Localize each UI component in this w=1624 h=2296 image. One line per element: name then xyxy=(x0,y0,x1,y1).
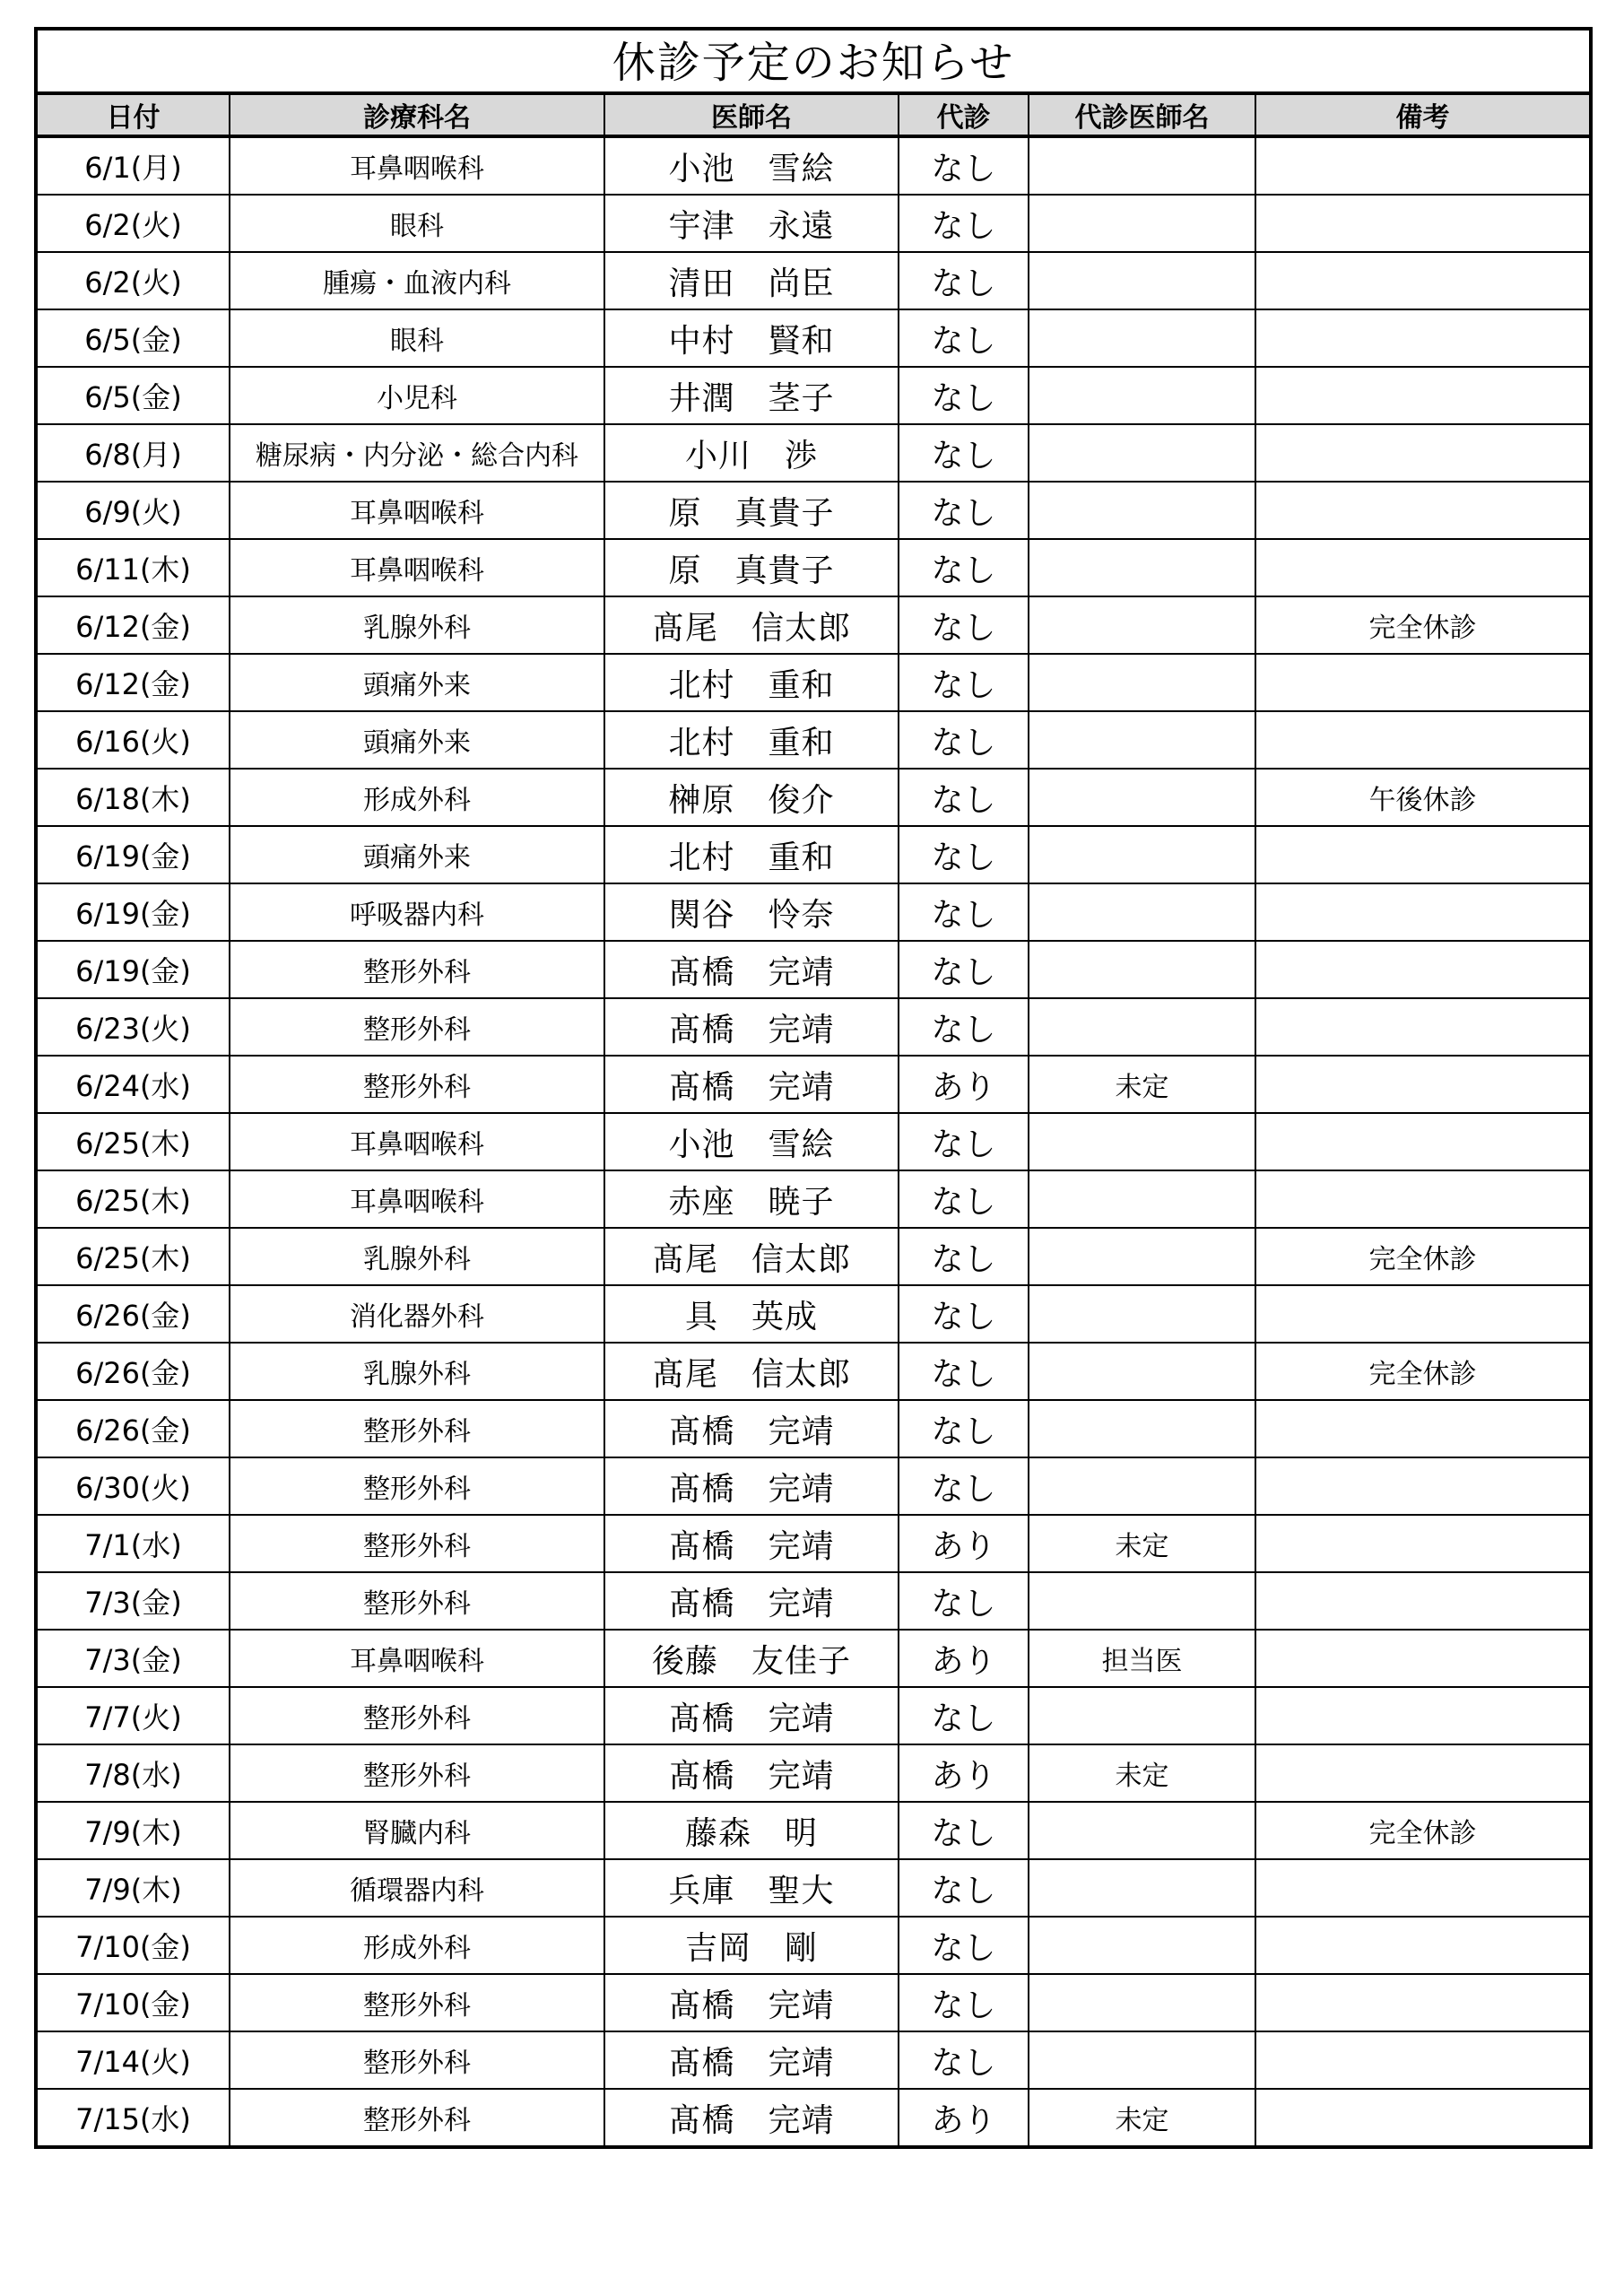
table-row xyxy=(38,769,1589,826)
substitute-cell: なし xyxy=(899,1343,1029,1400)
remarks-cell xyxy=(1255,309,1589,367)
doctor-cell: 関谷 怜奈 xyxy=(604,883,899,941)
department-cell: 整形外科 xyxy=(230,1400,604,1457)
table-row xyxy=(38,2089,1589,2145)
remarks-cell xyxy=(1255,482,1589,539)
department-cell: 整形外科 xyxy=(230,1687,604,1744)
department-cell: 整形外科 xyxy=(230,1515,604,1572)
table-row xyxy=(38,1974,1589,2031)
table-row xyxy=(38,1457,1589,1515)
department-cell: 頭痛外来 xyxy=(230,826,604,883)
table-row xyxy=(38,1170,1589,1228)
header-date: 日付 xyxy=(38,95,230,136)
department-cell: 整形外科 xyxy=(230,941,604,998)
substitute-cell: なし xyxy=(899,1457,1029,1515)
substitute-doctor-cell xyxy=(1029,1170,1255,1228)
table-row xyxy=(38,252,1589,309)
department-cell: 整形外科 xyxy=(230,1744,604,1802)
doctor-cell: 原 真貴子 xyxy=(604,482,899,539)
substitute-doctor-cell xyxy=(1029,769,1255,826)
substitute-doctor-cell xyxy=(1029,1917,1255,1974)
department-cell: 整形外科 xyxy=(230,2031,604,2089)
doctor-cell: 髙尾 信太郎 xyxy=(604,1343,899,1400)
date-cell: 7/15(水) xyxy=(38,2089,230,2145)
doctor-cell: 小池 雪絵 xyxy=(604,1113,899,1170)
doctor-cell: 髙橋 完靖 xyxy=(604,1572,899,1630)
remarks-cell: 完全休診 xyxy=(1255,1802,1589,1859)
doctor-cell: 具 英成 xyxy=(604,1285,899,1343)
substitute-cell: あり xyxy=(899,1056,1029,1113)
doctor-cell: 小川 渉 xyxy=(604,424,899,482)
remarks-cell xyxy=(1255,1170,1589,1228)
doctor-cell: 清田 尚臣 xyxy=(604,252,899,309)
doctor-cell: 髙橋 完靖 xyxy=(604,1457,899,1515)
substitute-cell: なし xyxy=(899,2031,1029,2089)
remarks-cell xyxy=(1255,252,1589,309)
doctor-cell: 榊原 俊介 xyxy=(604,769,899,826)
date-cell: 6/23(火) xyxy=(38,998,230,1056)
doctor-cell: 井潤 茎子 xyxy=(604,367,899,424)
substitute-cell: なし xyxy=(899,136,1029,195)
department-cell: 整形外科 xyxy=(230,2089,604,2145)
substitute-cell: あり xyxy=(899,2089,1029,2145)
substitute-cell: なし xyxy=(899,482,1029,539)
substitute-doctor-cell xyxy=(1029,482,1255,539)
header-doctor: 医師名 xyxy=(604,95,899,136)
substitute-doctor-cell: 未定 xyxy=(1029,2089,1255,2145)
table-row xyxy=(38,482,1589,539)
date-cell: 6/5(金) xyxy=(38,309,230,367)
remarks-cell xyxy=(1255,1400,1589,1457)
remarks-cell xyxy=(1255,1744,1589,1802)
department-cell: 頭痛外来 xyxy=(230,711,604,769)
remarks-cell xyxy=(1255,367,1589,424)
substitute-doctor-cell xyxy=(1029,1687,1255,1744)
remarks-cell xyxy=(1255,1056,1589,1113)
substitute-cell: なし xyxy=(899,998,1029,1056)
date-cell: 6/9(火) xyxy=(38,482,230,539)
department-cell: 消化器外科 xyxy=(230,1285,604,1343)
table-row xyxy=(38,195,1589,252)
page-title: 休診予定のお知らせ xyxy=(38,30,1589,95)
substitute-cell: なし xyxy=(899,1859,1029,1917)
table-row xyxy=(38,1343,1589,1400)
doctor-cell: 髙橋 完靖 xyxy=(604,1974,899,2031)
substitute-cell: なし xyxy=(899,883,1029,941)
remarks-cell xyxy=(1255,195,1589,252)
department-cell: 眼科 xyxy=(230,195,604,252)
substitute-doctor-cell xyxy=(1029,1457,1255,1515)
table-row xyxy=(38,1859,1589,1917)
remarks-cell xyxy=(1255,1515,1589,1572)
date-cell: 6/19(金) xyxy=(38,826,230,883)
date-cell: 7/14(火) xyxy=(38,2031,230,2089)
table-row xyxy=(38,1744,1589,1802)
substitute-doctor-cell xyxy=(1029,2031,1255,2089)
table-row xyxy=(38,1630,1589,1687)
doctor-cell: 髙橋 完靖 xyxy=(604,2089,899,2145)
table-row xyxy=(38,539,1589,596)
table-row xyxy=(38,711,1589,769)
date-cell: 6/24(水) xyxy=(38,1056,230,1113)
substitute-cell: あり xyxy=(899,1630,1029,1687)
table-row xyxy=(38,2031,1589,2089)
remarks-cell: 午後休診 xyxy=(1255,769,1589,826)
substitute-cell: なし xyxy=(899,1572,1029,1630)
doctor-cell: 髙橋 完靖 xyxy=(604,1744,899,1802)
date-cell: 6/11(木) xyxy=(38,539,230,596)
date-cell: 7/7(火) xyxy=(38,1687,230,1744)
date-cell: 6/12(金) xyxy=(38,654,230,711)
table-row xyxy=(38,1802,1589,1859)
substitute-cell: なし xyxy=(899,1802,1029,1859)
substitute-doctor-cell xyxy=(1029,826,1255,883)
substitute-cell: なし xyxy=(899,1400,1029,1457)
substitute-cell: なし xyxy=(899,769,1029,826)
doctor-cell: 宇津 永遠 xyxy=(604,195,899,252)
date-cell: 6/26(金) xyxy=(38,1343,230,1400)
substitute-doctor-cell xyxy=(1029,195,1255,252)
substitute-doctor-cell xyxy=(1029,1343,1255,1400)
department-cell: 形成外科 xyxy=(230,769,604,826)
table-row xyxy=(38,1285,1589,1343)
date-cell: 6/25(木) xyxy=(38,1170,230,1228)
substitute-doctor-cell xyxy=(1029,252,1255,309)
date-cell: 6/16(火) xyxy=(38,711,230,769)
date-cell: 6/19(金) xyxy=(38,941,230,998)
department-cell: 整形外科 xyxy=(230,1056,604,1113)
remarks-cell xyxy=(1255,711,1589,769)
substitute-cell: なし xyxy=(899,367,1029,424)
substitute-cell: なし xyxy=(899,711,1029,769)
table-row xyxy=(38,1515,1589,1572)
doctor-cell: 髙橋 完靖 xyxy=(604,1515,899,1572)
department-cell: 整形外科 xyxy=(230,998,604,1056)
doctor-cell: 北村 重和 xyxy=(604,711,899,769)
doctor-cell: 髙橋 完靖 xyxy=(604,2031,899,2089)
date-cell: 7/9(木) xyxy=(38,1802,230,1859)
remarks-cell xyxy=(1255,136,1589,195)
department-cell: 乳腺外科 xyxy=(230,1228,604,1285)
substitute-doctor-cell xyxy=(1029,941,1255,998)
substitute-cell: なし xyxy=(899,941,1029,998)
substitute-doctor-cell: 未定 xyxy=(1029,1515,1255,1572)
remarks-cell: 完全休診 xyxy=(1255,596,1589,654)
remarks-cell xyxy=(1255,1113,1589,1170)
doctor-cell: 髙橋 完靖 xyxy=(604,998,899,1056)
substitute-cell: なし xyxy=(899,424,1029,482)
department-cell: 眼科 xyxy=(230,309,604,367)
substitute-doctor-cell xyxy=(1029,883,1255,941)
date-cell: 7/3(金) xyxy=(38,1630,230,1687)
department-cell: 乳腺外科 xyxy=(230,1343,604,1400)
remarks-cell xyxy=(1255,826,1589,883)
doctor-cell: 髙尾 信太郎 xyxy=(604,596,899,654)
table-row xyxy=(38,654,1589,711)
substitute-doctor-cell xyxy=(1029,136,1255,195)
table-row xyxy=(38,883,1589,941)
remarks-cell xyxy=(1255,883,1589,941)
doctor-cell: 赤座 暁子 xyxy=(604,1170,899,1228)
table-row xyxy=(38,309,1589,367)
table-header-row xyxy=(38,95,1589,136)
doctor-cell: 北村 重和 xyxy=(604,826,899,883)
doctor-cell: 吉岡 剛 xyxy=(604,1917,899,1974)
substitute-cell: なし xyxy=(899,1113,1029,1170)
date-cell: 7/3(金) xyxy=(38,1572,230,1630)
doctor-cell: 髙橋 完靖 xyxy=(604,1687,899,1744)
department-cell: 耳鼻咽喉科 xyxy=(230,136,604,195)
date-cell: 6/26(金) xyxy=(38,1400,230,1457)
substitute-doctor-cell xyxy=(1029,1802,1255,1859)
date-cell: 7/8(水) xyxy=(38,1744,230,1802)
table-row xyxy=(38,1687,1589,1744)
remarks-cell xyxy=(1255,424,1589,482)
remarks-cell xyxy=(1255,1285,1589,1343)
table-row xyxy=(38,1400,1589,1457)
notice-sheet xyxy=(34,27,1593,2149)
date-cell: 6/2(火) xyxy=(38,195,230,252)
doctor-cell: 小池 雪絵 xyxy=(604,136,899,195)
remarks-cell xyxy=(1255,2031,1589,2089)
table-row xyxy=(38,826,1589,883)
date-cell: 6/2(火) xyxy=(38,252,230,309)
substitute-doctor-cell xyxy=(1029,596,1255,654)
substitute-doctor-cell xyxy=(1029,367,1255,424)
doctor-cell: 後藤 友佳子 xyxy=(604,1630,899,1687)
remarks-cell: 完全休診 xyxy=(1255,1343,1589,1400)
department-cell: 腎臓内科 xyxy=(230,1802,604,1859)
date-cell: 6/18(木) xyxy=(38,769,230,826)
remarks-cell xyxy=(1255,1687,1589,1744)
date-cell: 7/9(木) xyxy=(38,1859,230,1917)
table-row xyxy=(38,596,1589,654)
remarks-cell xyxy=(1255,998,1589,1056)
doctor-cell: 兵庫 聖大 xyxy=(604,1859,899,1917)
substitute-doctor-cell xyxy=(1029,424,1255,482)
date-cell: 7/10(金) xyxy=(38,1917,230,1974)
date-cell: 6/25(木) xyxy=(38,1228,230,1285)
remarks-cell xyxy=(1255,1457,1589,1515)
doctor-cell: 髙橋 完靖 xyxy=(604,1056,899,1113)
doctor-cell: 藤森 明 xyxy=(604,1802,899,1859)
substitute-doctor-cell xyxy=(1029,998,1255,1056)
doctor-cell: 髙尾 信太郎 xyxy=(604,1228,899,1285)
date-cell: 6/19(金) xyxy=(38,883,230,941)
header-remarks: 備考 xyxy=(1255,95,1589,136)
department-cell: 乳腺外科 xyxy=(230,596,604,654)
header-substitute-doctor: 代診医師名 xyxy=(1029,95,1255,136)
department-cell: 糖尿病・内分泌・総合内科 xyxy=(230,424,604,482)
doctor-cell: 髙橋 完靖 xyxy=(604,1400,899,1457)
substitute-cell: なし xyxy=(899,1285,1029,1343)
date-cell: 6/12(金) xyxy=(38,596,230,654)
substitute-doctor-cell: 担当医 xyxy=(1029,1630,1255,1687)
department-cell: 呼吸器内科 xyxy=(230,883,604,941)
remarks-cell xyxy=(1255,1917,1589,1974)
substitute-cell: なし xyxy=(899,654,1029,711)
doctor-cell: 原 真貴子 xyxy=(604,539,899,596)
remarks-cell: 完全休診 xyxy=(1255,1228,1589,1285)
date-cell: 7/1(水) xyxy=(38,1515,230,1572)
table-row xyxy=(38,1917,1589,1974)
department-cell: 整形外科 xyxy=(230,1572,604,1630)
table-row xyxy=(38,1572,1589,1630)
department-cell: 整形外科 xyxy=(230,1457,604,1515)
doctor-cell: 髙橋 完靖 xyxy=(604,941,899,998)
substitute-cell: あり xyxy=(899,1744,1029,1802)
date-cell: 6/30(火) xyxy=(38,1457,230,1515)
date-cell: 6/26(金) xyxy=(38,1285,230,1343)
remarks-cell xyxy=(1255,2089,1589,2145)
substitute-doctor-cell xyxy=(1029,309,1255,367)
date-cell: 6/8(月) xyxy=(38,424,230,482)
table-row xyxy=(38,941,1589,998)
substitute-cell: なし xyxy=(899,1170,1029,1228)
department-cell: 腫瘍・血液内科 xyxy=(230,252,604,309)
department-cell: 耳鼻咽喉科 xyxy=(230,482,604,539)
remarks-cell xyxy=(1255,539,1589,596)
substitute-cell: なし xyxy=(899,252,1029,309)
substitute-cell: なし xyxy=(899,1228,1029,1285)
substitute-cell: なし xyxy=(899,539,1029,596)
department-cell: 耳鼻咽喉科 xyxy=(230,1630,604,1687)
department-cell: 小児科 xyxy=(230,367,604,424)
department-cell: 形成外科 xyxy=(230,1917,604,1974)
remarks-cell xyxy=(1255,654,1589,711)
remarks-cell xyxy=(1255,1974,1589,2031)
date-cell: 6/25(木) xyxy=(38,1113,230,1170)
substitute-doctor-cell: 未定 xyxy=(1029,1056,1255,1113)
department-cell: 耳鼻咽喉科 xyxy=(230,1170,604,1228)
remarks-cell xyxy=(1255,1630,1589,1687)
substitute-cell: なし xyxy=(899,596,1029,654)
date-cell: 6/1(月) xyxy=(38,136,230,195)
table-row xyxy=(38,424,1589,482)
substitute-cell: なし xyxy=(899,1687,1029,1744)
table-row xyxy=(38,1056,1589,1113)
doctor-cell: 北村 重和 xyxy=(604,654,899,711)
department-cell: 耳鼻咽喉科 xyxy=(230,539,604,596)
doctor-cell: 中村 賢和 xyxy=(604,309,899,367)
schedule-table xyxy=(38,95,1589,2145)
substitute-cell: なし xyxy=(899,1917,1029,1974)
header-substitute: 代診 xyxy=(899,95,1029,136)
substitute-doctor-cell xyxy=(1029,539,1255,596)
remarks-cell xyxy=(1255,1572,1589,1630)
substitute-doctor-cell xyxy=(1029,1400,1255,1457)
substitute-doctor-cell xyxy=(1029,1228,1255,1285)
department-cell: 耳鼻咽喉科 xyxy=(230,1113,604,1170)
table-row xyxy=(38,367,1589,424)
substitute-cell: なし xyxy=(899,826,1029,883)
header-department: 診療科名 xyxy=(230,95,604,136)
substitute-doctor-cell: 未定 xyxy=(1029,1744,1255,1802)
substitute-doctor-cell xyxy=(1029,711,1255,769)
substitute-cell: なし xyxy=(899,195,1029,252)
table-row xyxy=(38,136,1589,195)
substitute-doctor-cell xyxy=(1029,654,1255,711)
substitute-doctor-cell xyxy=(1029,1113,1255,1170)
remarks-cell xyxy=(1255,941,1589,998)
substitute-doctor-cell xyxy=(1029,1285,1255,1343)
table-row xyxy=(38,1113,1589,1170)
substitute-cell: なし xyxy=(899,1974,1029,2031)
department-cell: 整形外科 xyxy=(230,1974,604,2031)
department-cell: 循環器内科 xyxy=(230,1859,604,1917)
date-cell: 7/10(金) xyxy=(38,1974,230,2031)
table-row xyxy=(38,1228,1589,1285)
substitute-doctor-cell xyxy=(1029,1974,1255,2031)
remarks-cell xyxy=(1255,1859,1589,1917)
substitute-cell: あり xyxy=(899,1515,1029,1572)
substitute-doctor-cell xyxy=(1029,1859,1255,1917)
department-cell: 頭痛外来 xyxy=(230,654,604,711)
substitute-cell: なし xyxy=(899,309,1029,367)
table-row xyxy=(38,998,1589,1056)
substitute-doctor-cell xyxy=(1029,1572,1255,1630)
date-cell: 6/5(金) xyxy=(38,367,230,424)
